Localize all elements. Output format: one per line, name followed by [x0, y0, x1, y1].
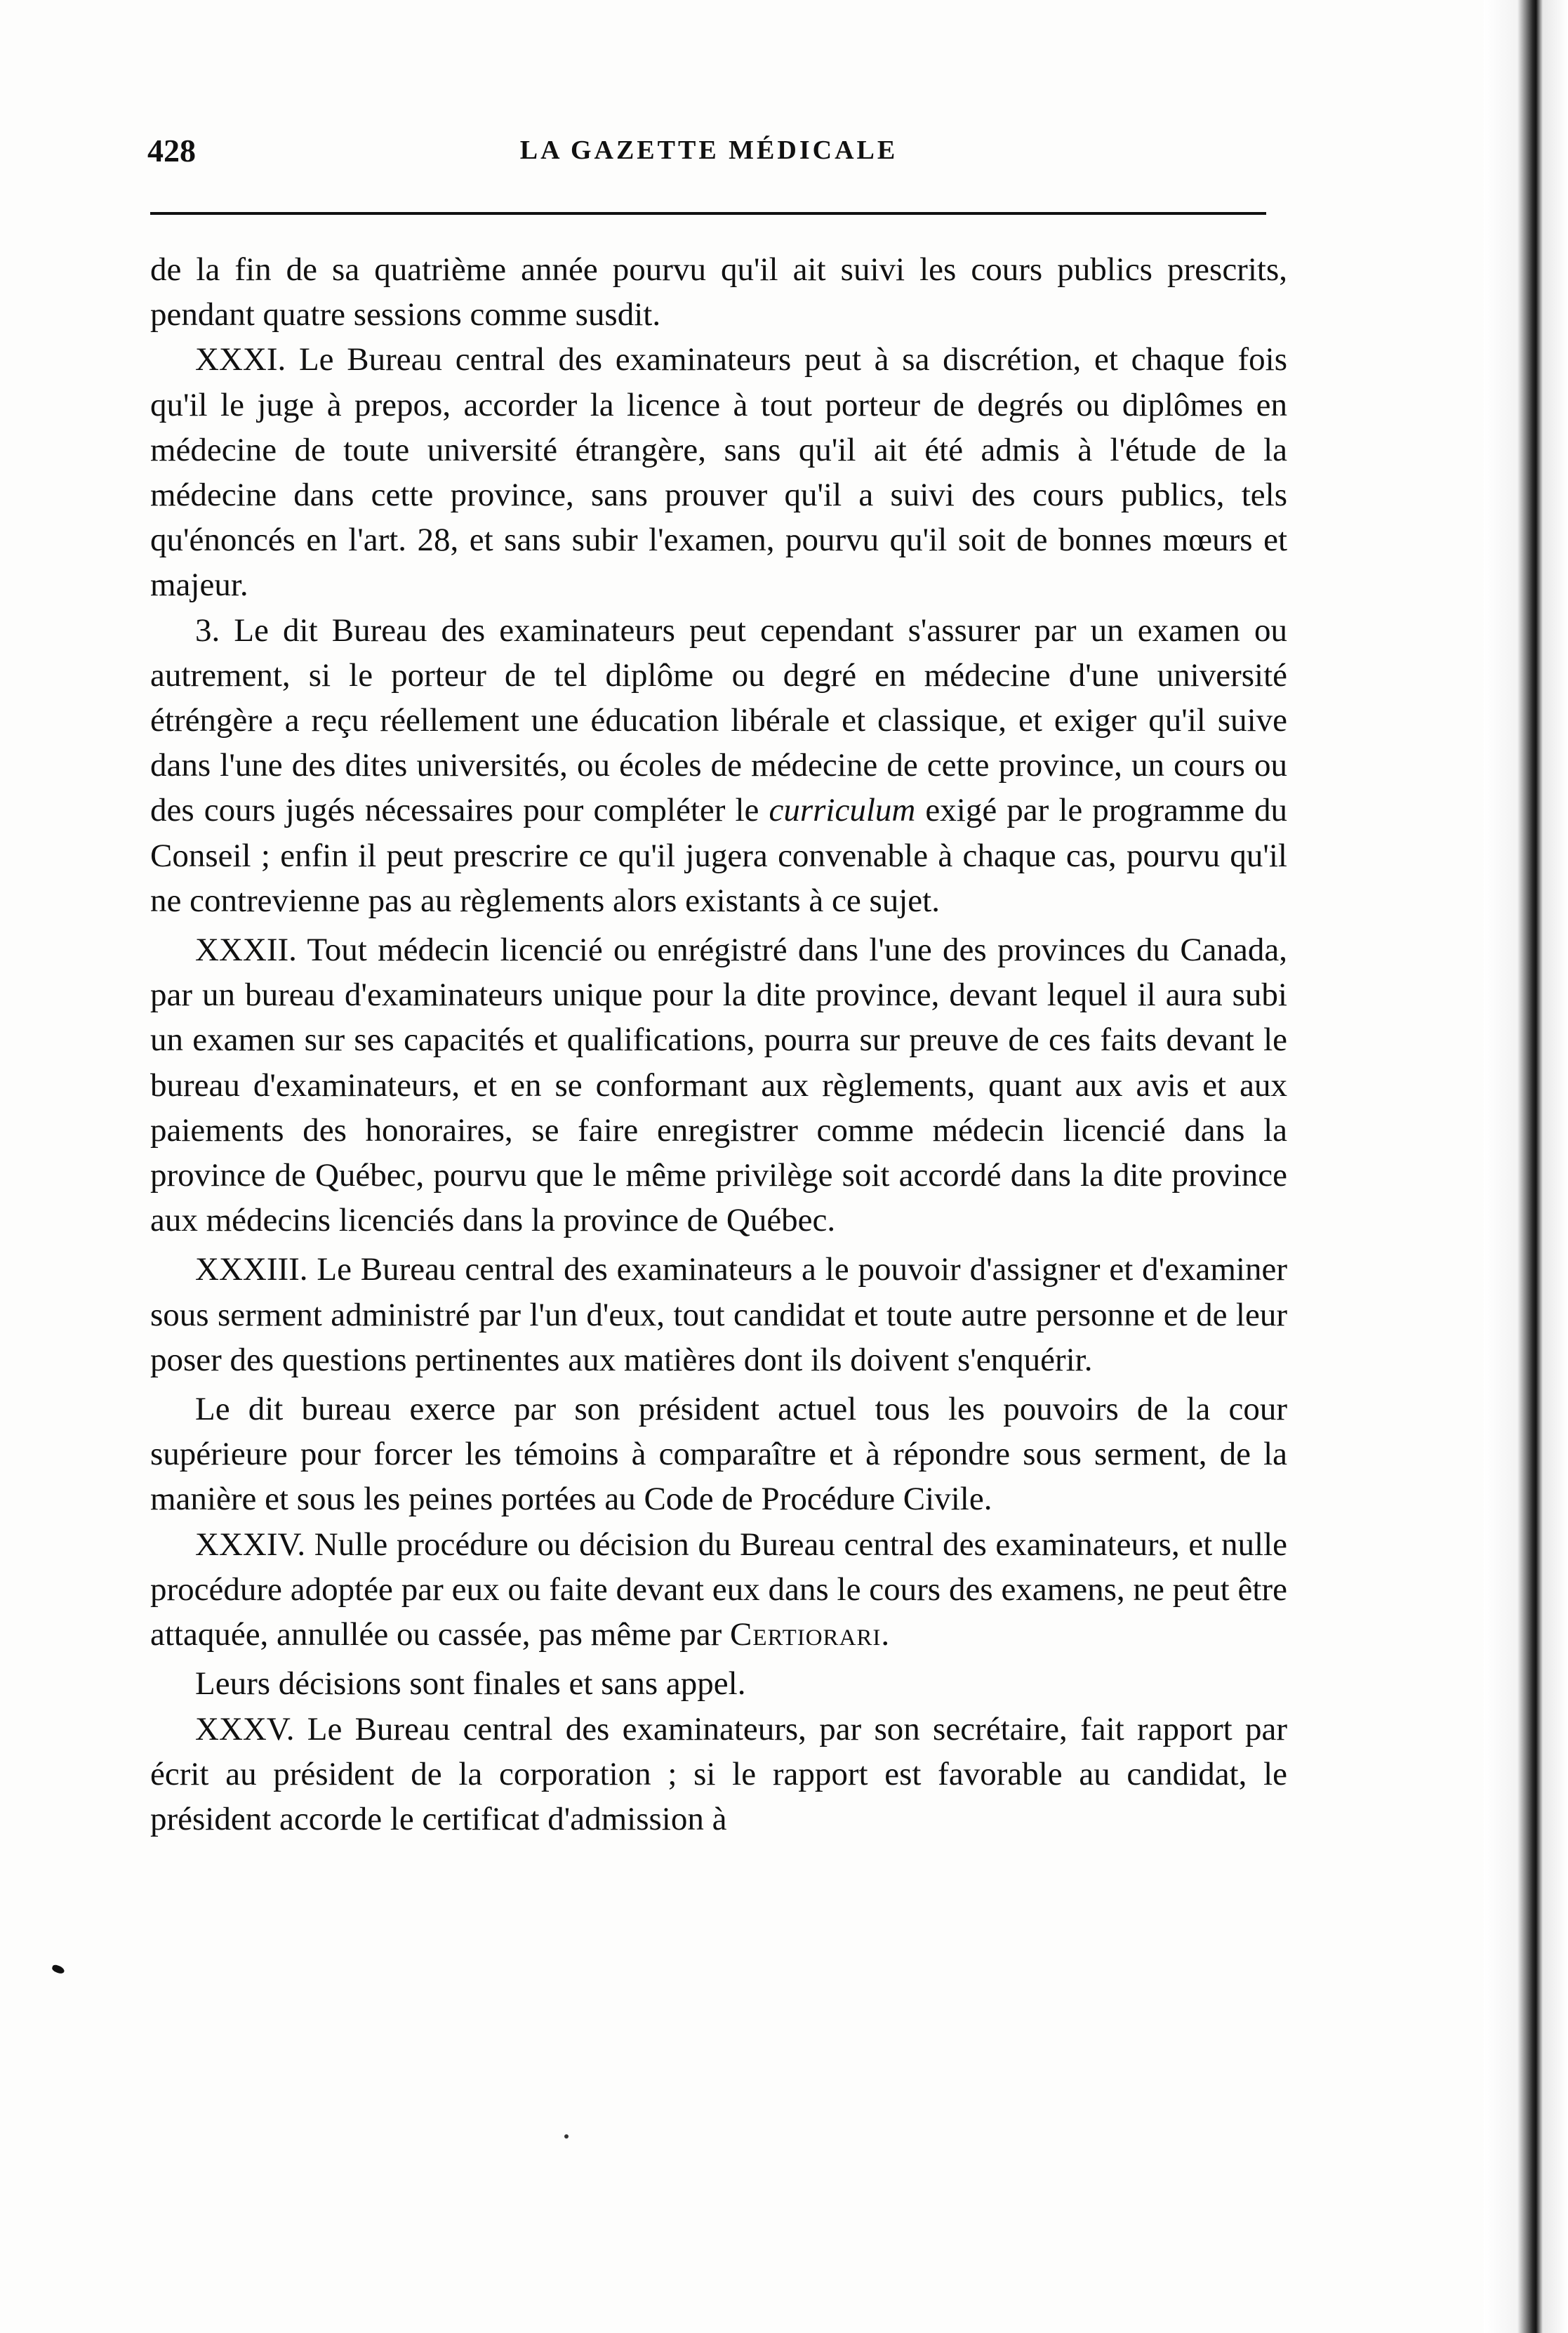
paragraph-text: XXXIII. Le Bureau central des examinateurs a le pouvoir d'assigner et d'examiner sous serment administré par l'un d'eux, tout candidat et toute autre personne et de leur poser des questions pertinentes aux matières dont ils doivent s'enquérir. [150, 1251, 1287, 1378]
paragraph-section-3 [150, 608, 1287, 923]
page-header [147, 132, 1270, 181]
body-text [150, 247, 1287, 1842]
paragraph-text: Leurs décisions sont finales et sans appel. [195, 1665, 746, 1703]
paragraph-text: exigé par le programme du Conseil ; enfin il peut prescrire ce qu'il jugera convenable à chaque cas, pourvu qu'il ne contrevienne pas au règlements alors existants à ce sujet. [150, 792, 1288, 919]
paragraph-text: XXXII. Tout médecin licencié ou enrégistré dans l'une des provinces du Canada, par un bureau d'examinateurs unique pour la dite province, devant lequel il aura subi un examen sur ses capacités et qualifications, pourra sur preuve de ces faits devant le bureau d'examinateurs, et en se conformant aux règlements, quant aux avis et aux paiements des honoraires, se faire enregistrer comme médecin licencié dans la province de Québec, pourvu que le même privilège soit accordé dans la dite province aux médecins licenciés dans la province de Québec. [150, 932, 1287, 1239]
italic-term: curriculum [769, 792, 916, 829]
header-rule [150, 212, 1266, 215]
paragraph-article-xxxv [150, 1707, 1287, 1842]
paragraph-article-xxxii [150, 927, 1287, 1243]
small-caps-term: Certiorari. [730, 1616, 891, 1653]
paragraph-text: XXXIV. Nulle procédure ou décision du Bureau central des examinateurs, et nulle procédure adoptée par eux ou faite devant eux dans le cours des examens, ne peut être attaquée, annullée ou cassée, pas même par [150, 1526, 1287, 1653]
book-spine-shadow [1484, 0, 1568, 2333]
paragraph-article-xxxi [150, 337, 1287, 607]
paragraph-article-xxxiv [150, 1522, 1287, 1658]
paragraph-bureau-powers [150, 1387, 1287, 1522]
paragraph-text: de la fin de sa quatrième année pourvu qu'il ait suivi les cours publics prescrits, pendant quatre sessions comme susdit. [150, 251, 1287, 333]
paragraph-text: XXXI. Le Bureau central des examinateurs peut à sa discrétion, et chaque fois qu'il le juge à prepos, accorder la licence à tout porteur de degrés ou diplômes en médecine de toute université étrangère, sans qu'il ait été admis à l'étude de la médecine dans cette province, sans prouver qu'il a suivi des cours publics, tels qu'énoncés en l'art. 28, et sans subir l'examen, pourvu qu'il soit de bonnes mœurs et majeur. [150, 341, 1287, 604]
paragraph-continuation [150, 247, 1287, 337]
paragraph-text: Le dit bureau exerce par son président actuel tous les pouvoirs de la cour supérieure pour forcer les témoins à comparaître et à répondre sous serment, de la manière et sous les peines portées au Code de Procédure Civile. [150, 1391, 1287, 1518]
paragraph-decisions-final [150, 1661, 1287, 1706]
margin-ink-mark [51, 1964, 65, 1975]
paragraph-text: 3. Le dit Bureau des examinateurs peut cependant s'assurer par un examen ou autrement, si le porteur de tel diplôme ou degré en médecine d'une université étréngère a reçu réellement une éducation libérale et classique, et exiger qu'il suive dans l'une des dites universités, ou écoles de médecine de cette province, un cours ou des cours jugés nécessaires pour compléter le [150, 612, 1287, 829]
running-title: LA GAZETTE MÉDICALE [519, 136, 898, 165]
paragraph-text: XXXV. Le Bureau central des examinateurs, par son secrétaire, fait rapport par écrit au président de la corporation ; si le rapport est favorable au candidat, le président accorde le certificat d'admission à [150, 1710, 1287, 1837]
paragraph-article-xxxiii [150, 1247, 1287, 1382]
page-number: 428 [147, 133, 196, 168]
ink-dot [564, 2134, 569, 2139]
